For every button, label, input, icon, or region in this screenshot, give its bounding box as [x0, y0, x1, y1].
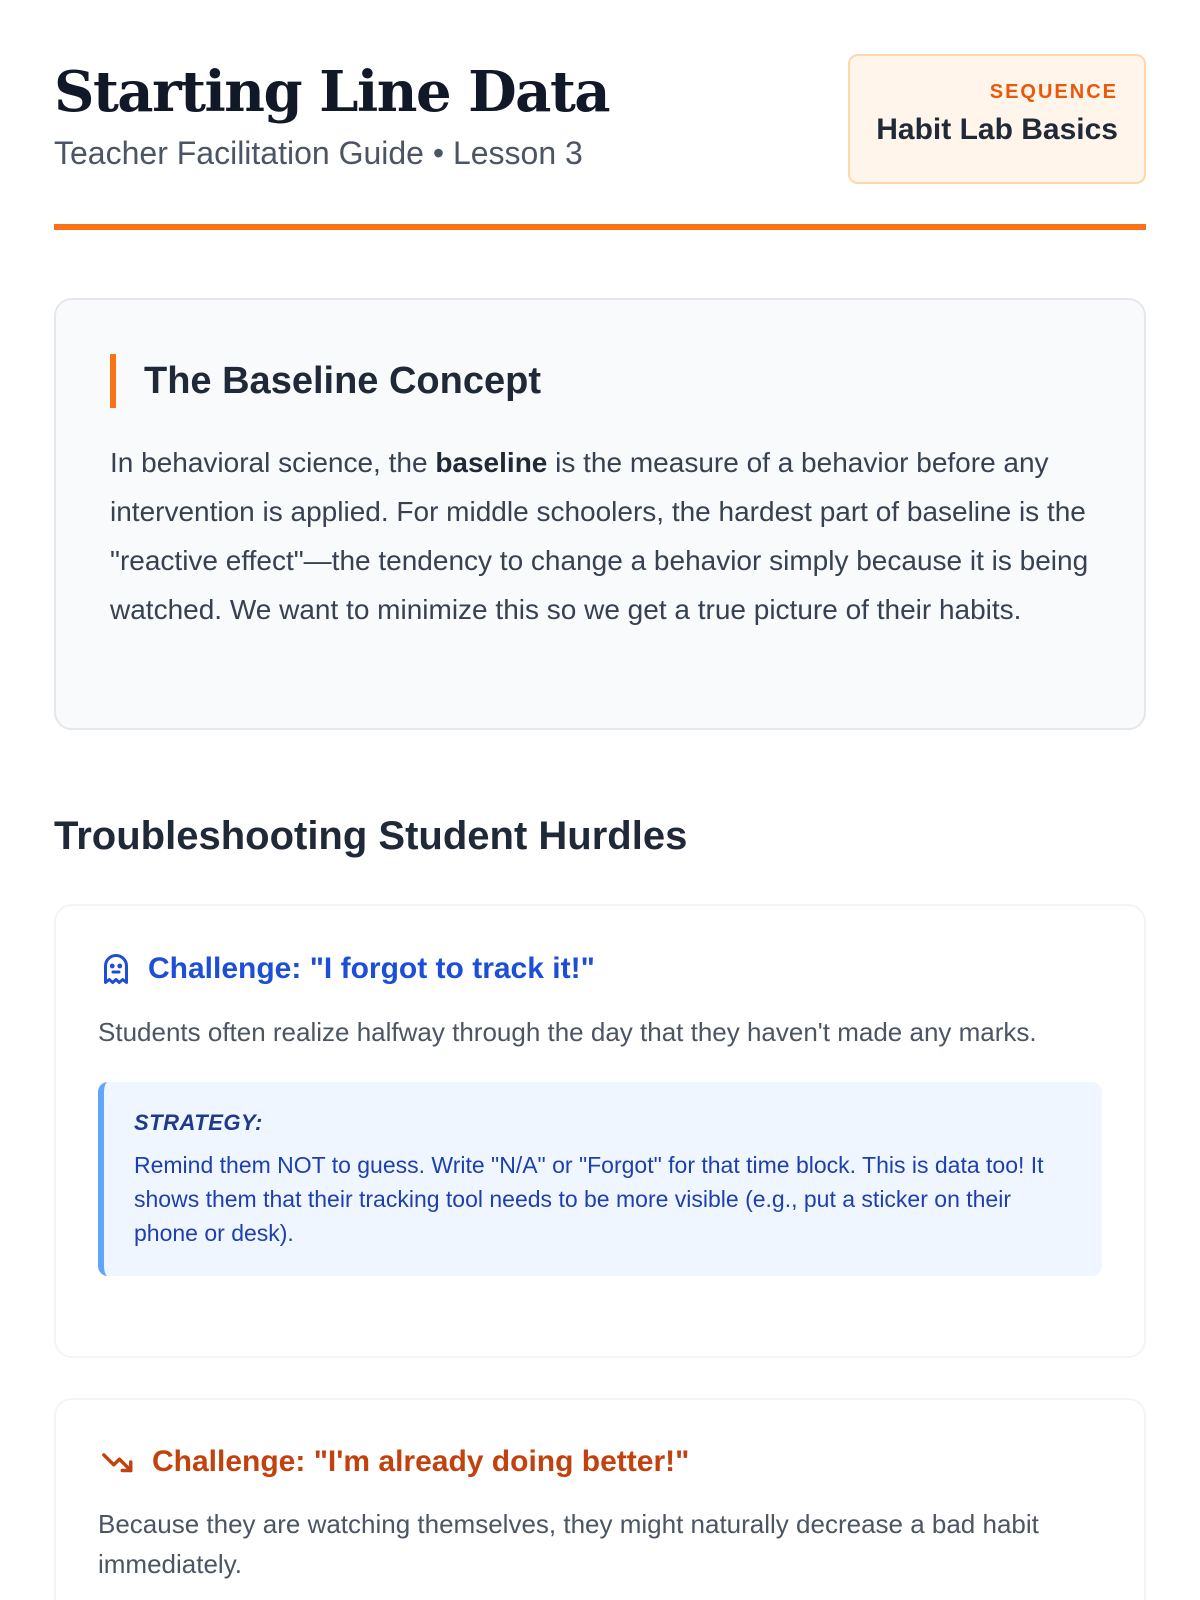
challenge-card-forgot — [54, 904, 1146, 1358]
concept-body-start: In behavioral science, the — [110, 447, 436, 478]
challenge-header — [98, 950, 1102, 988]
challenge-header — [98, 1444, 1102, 1480]
concept-body — [110, 438, 1090, 634]
strategy-box — [98, 1082, 1102, 1276]
concept-body-end: is the measure of a behavior before any intervention is applied. For middle schoolers, the hardest part of baseline is the "reactive effect"—the tendency to change a behavior simply because it is being watched. We want to minimize this so we get a true picture of their habits. — [110, 447, 1089, 625]
baseline-concept-card — [54, 298, 1146, 730]
challenge-description: Students often realize halfway through the day that they haven't made any marks. — [98, 1017, 1037, 1047]
strategy-label: STRATEGY: — [134, 1110, 263, 1135]
challenge-description: Because they are watching themselves, they might naturally decrease a bad habit immediately. — [98, 1509, 1039, 1579]
sequence-label: SEQUENCE — [989, 81, 1118, 103]
trending-down-icon — [98, 1445, 138, 1479]
strategy-text: Remind them NOT to guess. Write "N/A" or "Forgot" for that time block. This is data too! It shows them that their tracking tool needs to be more visible (e.g., put a sticker on their phone or desk). — [134, 1152, 1044, 1247]
troubleshooting-heading: Troubleshooting Student Hurdles — [54, 814, 688, 858]
page-subtitle: Teacher Facilitation Guide • Lesson 3 — [54, 135, 583, 171]
sequence-name: Habit Lab Basics — [876, 113, 1118, 146]
challenge-title: Challenge: "I forgot to track it!" — [148, 952, 595, 985]
sequence-badge — [848, 54, 1146, 184]
page-title: Starting Line Data — [54, 59, 610, 125]
ghost-icon — [98, 950, 134, 988]
challenge-card-doing-better — [54, 1398, 1146, 1600]
concept-heading: The Baseline Concept — [110, 354, 1090, 408]
challenge-title: Challenge: "I'm already doing better!" — [152, 1445, 690, 1478]
concept-body-bold: baseline — [435, 447, 548, 478]
page-header — [54, 0, 1146, 230]
